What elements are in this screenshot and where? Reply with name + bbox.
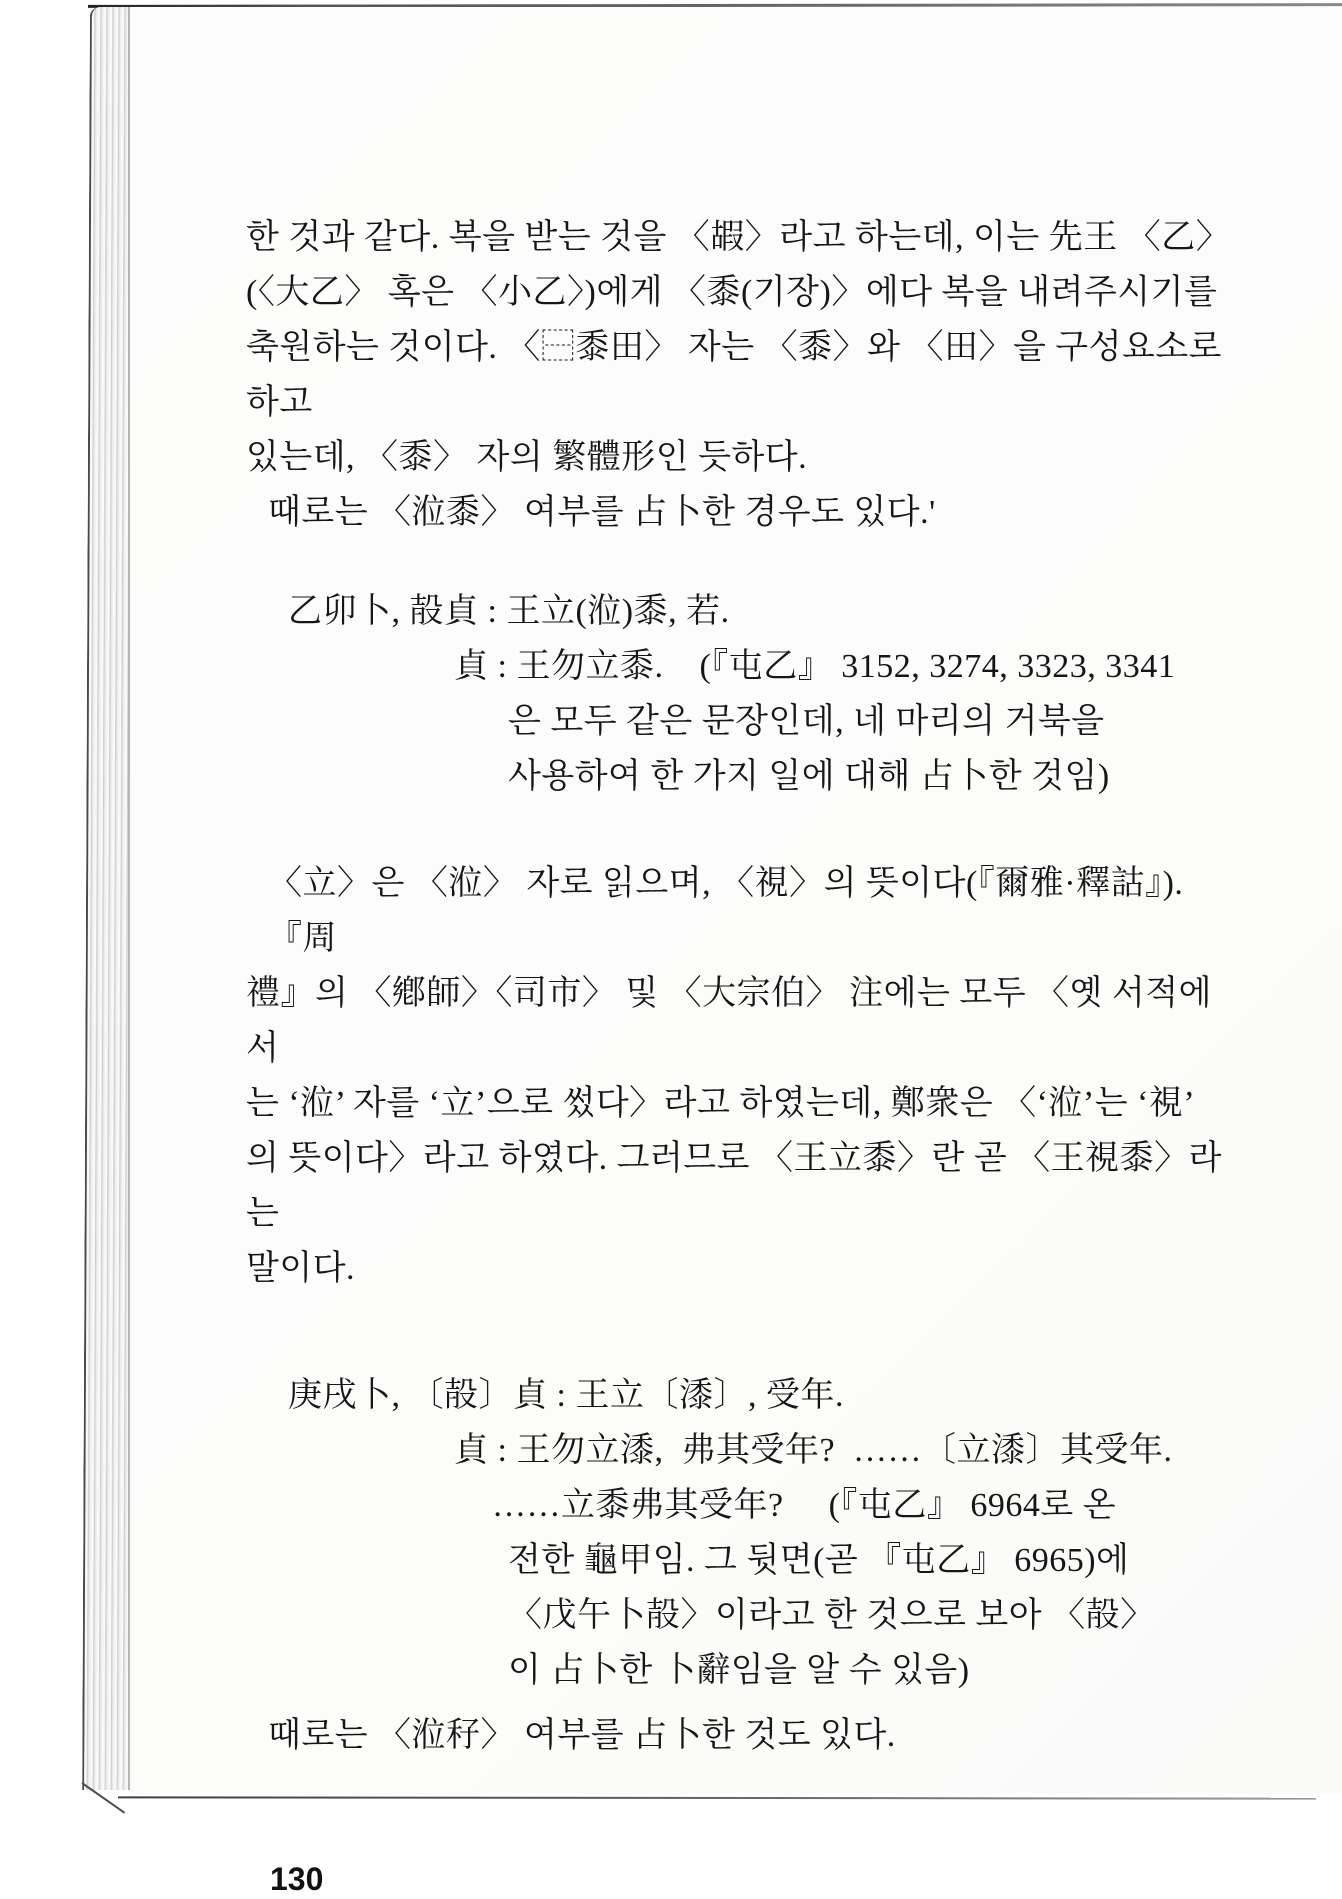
- text-line: 말이다.: [246, 1250, 356, 1287]
- text-line: 축원하는 것이다. 〈⿱黍田〉 자는 〈黍〉와 〈田〉을 구성요소로 하고: [246, 329, 1232, 421]
- text-line: 때로는 〈涖黍〉 여부를 占卜한 경우도 있다.': [268, 494, 936, 531]
- oracle-line: 〈戊午卜㱿〉이라고 한 것으로 보아 〈㱿〉: [508, 1597, 1155, 1634]
- oracle-line: ……立黍弗其受年? (『屯乙』 6964로 온: [492, 1487, 1117, 1524]
- oracle-line: 乙卯卜, 㱿貞 : 王立(涖)黍, 若.: [288, 593, 730, 630]
- oracle-line: 사용하여 한 가지 일에 대해 占卜한 것임): [508, 758, 1110, 795]
- page-number: 130: [270, 1861, 324, 1897]
- oracle-line: 貞 : 王勿立潻, 弗其受年? ……〔立潻〕其受年.: [454, 1432, 1173, 1469]
- text-line: 있는데, 〈黍〉 자의 繁體形인 듯하다.: [246, 439, 808, 476]
- oracle-line: 은 모두 같은 문장인데, 네 마리의 거북을: [508, 703, 1105, 740]
- oracle-line: 이 占卜한 卜辭임을 알 수 있음): [508, 1652, 970, 1689]
- book-page: [130, 7, 1342, 1897]
- text-line: 한 것과 같다. 복을 받는 것을 〈嘏〉라고 하는데, 이는 先王 〈乙〉: [246, 219, 1231, 256]
- text-line: 때로는 〈涖秄〉 여부를 占卜한 것도 있다.: [268, 1717, 896, 1754]
- text-line: 〈立〉은 〈涖〉 자로 읽으며, 〈視〉의 뜻이다(『爾雅·釋詁』). 『周: [268, 865, 1193, 957]
- text-line: 禮』의 〈鄕師〉〈司市〉 및 〈大宗伯〉 注에는 모두 〈옛 서적에서: [246, 975, 1212, 1067]
- page-content: [246, 7, 1238, 1899]
- text-line: 의 뜻이다〉라고 하였다. 그러므로 〈王立黍〉란 곧 〈王視黍〉라는: [246, 1140, 1223, 1232]
- oracle-line: 전한 龜甲임. 그 뒷면(곧 『屯乙』 6965)에: [508, 1542, 1130, 1579]
- oracle-line: 貞 : 王勿立黍. (『屯乙』 3152, 3274, 3323, 3341: [454, 648, 1176, 685]
- oracle-line: 庚戌卜, 〔㱿〕貞 : 王立〔潻〕, 受年.: [288, 1377, 844, 1414]
- text-line: 는 ‘涖’ 자를 ‘立’으로 썼다〉라고 하였는데, 鄭衆은 〈‘涖’는 ‘視’: [246, 1085, 1196, 1122]
- text-line: (〈大乙〉 혹은 〈小乙〉)에게 〈黍(기장)〉에다 복을 내려주시기를: [246, 274, 1218, 311]
